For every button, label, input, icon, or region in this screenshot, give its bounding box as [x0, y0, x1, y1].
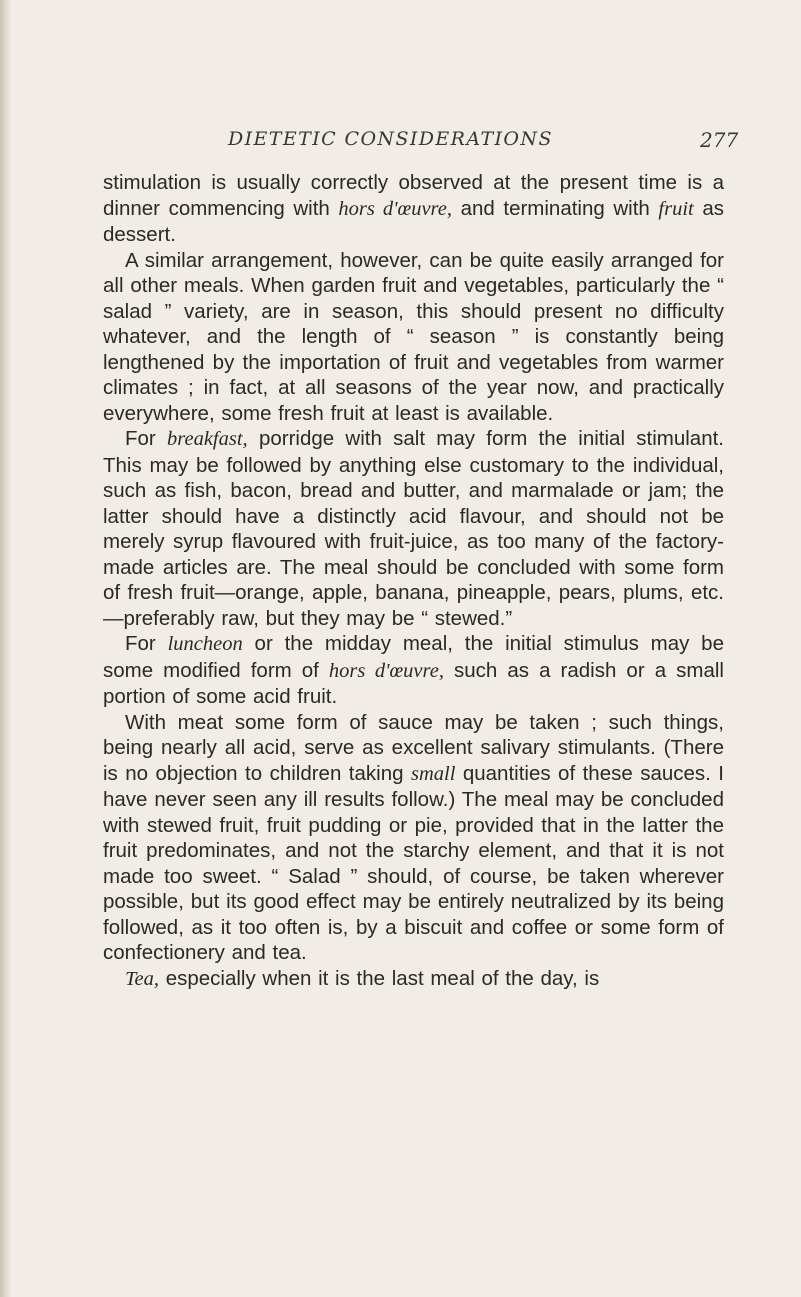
- text-run: especially when it is the last meal of the day, is: [159, 966, 600, 990]
- text-run: quantities of these sauces. I have never seen any ill results follow.) The meal may be concluded with stewed fruit, fruit pudding or pie, provided that in the latter the fruit predominates, and not the starchy element, and that it is not made too sweet. “ Salad ” should, of course, be taken wherever possible, but its good effect may be entirely neutralized by its being followed, as it too often is, by a biscuit and coffee or some form of confectionery and tea.: [103, 761, 725, 964]
- italic-text: small: [410, 762, 456, 785]
- text-run: For: [125, 632, 168, 655]
- italic-text: hors d'œuvre,: [328, 659, 444, 682]
- italic-text: hors d'œuvre,: [338, 197, 452, 220]
- text-run: stimulation is usually correctly observed at the present time is a dinner commencing with: [103, 171, 724, 220]
- paragraph: [103, 248, 724, 427]
- paragraph: [103, 631, 724, 710]
- running-title: DIETETIC CONSIDERATIONS: [228, 128, 553, 150]
- italic-text: breakfast,: [167, 428, 248, 450]
- text-run: such as a radish or a small portion of some acid fruit.: [103, 658, 724, 708]
- page-number: 277: [700, 128, 739, 152]
- paragraph: [103, 966, 724, 993]
- text-run: porridge with salt may form the initial stimulant. This may be followed by anything else customary to the individual, such as fish, bacon, bread and butter, and marmalade or jam; the latter should have a distinctly acid flavour, and should not be merely syrup flavoured with fruit-juice, as too many of the factory-made articles are. The meal should be concluded with some form of fresh fruit—orange, apple, banana, pineapple, pears, plums, etc.—preferably raw, but they may be “ stewed.”: [103, 427, 724, 630]
- page-binding-shadow: [0, 0, 12, 1297]
- text-run: For: [125, 427, 168, 450]
- paragraph: [103, 426, 724, 631]
- page-header: [0, 128, 801, 160]
- italic-text: fruit: [658, 197, 694, 220]
- text-run: or the midday meal, the initial stimulus may be some modified form of: [103, 632, 724, 682]
- paragraph: [103, 710, 724, 966]
- italic-text: Tea,: [125, 967, 159, 990]
- text-run: and terminating with: [452, 196, 659, 220]
- text-run: as dessert.: [103, 196, 724, 246]
- body-text: [103, 170, 724, 992]
- text-run: With meat some form of sauce may be taken ; such things, being nearly all acid, serve as excellent salivary stimulants. (There is no objection to children taking: [103, 710, 724, 785]
- italic-text: luncheon: [167, 633, 243, 655]
- text-run: A similar arrangement, however, can be quite easily arranged for all other meals. When garden fruit and vegetables, particularly the “ salad ” variety, are in season, this should present no difficulty whatever, and the length of “ season ” is constantly being lengthened by the importation of fruit and vegetables from warmer climates ; in fact, at all seasons of the year now, and practically everywhere, some fresh fruit at least is available.: [103, 248, 724, 425]
- paragraph: [103, 170, 724, 248]
